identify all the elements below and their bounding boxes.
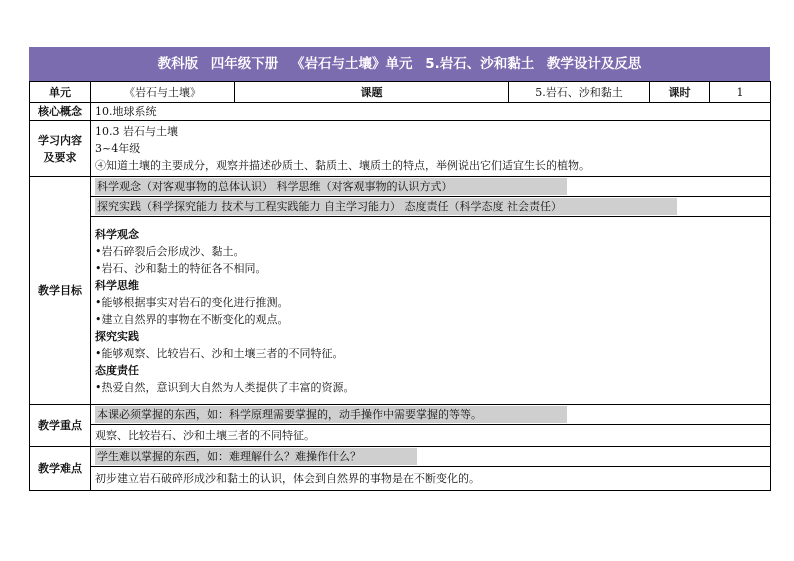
literacy-dimensions-2 <box>91 197 771 217</box>
grade-range-line: 3~4年级 <box>95 142 141 155</box>
unit-value: 《岩石与土壤》 <box>91 82 235 103</box>
difficulties-hint-cell <box>91 447 771 467</box>
goal-item: •岩石、沙和黏土的特征各不相同。 <box>95 261 267 275</box>
learning-content-label <box>30 121 91 177</box>
grade: 四年级下册 <box>210 56 279 72</box>
key-points-hint-row <box>30 405 771 425</box>
literacy-row-2 <box>30 197 771 217</box>
lesson-title: 5.岩石、沙和黏土 <box>425 56 535 72</box>
core-concept-value: 10.地球系统 <box>91 103 771 121</box>
goal-item: •能够观察、比较岩石、沙和土壤三者的不同特征。 <box>95 346 344 360</box>
difficulties-hint: 学生难以掌握的东西，如：难理解什么？难操作什么？ <box>95 448 417 465</box>
teaching-goals-label: 教学目标 <box>30 177 91 405</box>
learning-content-row <box>30 121 771 177</box>
goals-detail <box>91 217 771 405</box>
learning-content-label-line2: 及要求 <box>43 150 77 164</box>
key-points-hint: 本课必须掌握的东西，如：科学原理需要掌握的，动手操作中需要掌握的等等。 <box>95 406 567 423</box>
goal-item: •岩石碎裂后会形成沙、黏土。 <box>95 244 245 258</box>
goal-section-title: 探究实践 <box>95 329 139 343</box>
key-points-row <box>30 425 771 447</box>
learning-content-body <box>91 121 771 177</box>
requirement-line: ④知道土壤的主要成分，观察并描述砂质土、黏质土、壤质土的特点，举例说出它们适宜生长的植物。 <box>95 159 590 172</box>
key-points-label: 教学重点 <box>30 405 91 447</box>
goal-item: •建立自然界的事物在不断变化的观点。 <box>95 312 289 326</box>
key-points-content: 观察、比较岩石、沙和土壤三者的不同特征。 <box>91 425 771 447</box>
goal-section-title: 科学观念 <box>95 227 139 241</box>
goal-item: •热爱自然，意识到大自然为人类提供了丰富的资源。 <box>95 380 355 394</box>
publisher: 教科版 <box>157 56 199 72</box>
hours-label: 课时 <box>650 82 710 103</box>
title-banner <box>29 47 770 81</box>
topic-label: 课题 <box>235 82 509 103</box>
core-concept-row <box>30 103 771 121</box>
goal-item: •能够根据事实对岩石的变化进行推测。 <box>95 295 289 309</box>
unit-label: 单元 <box>30 82 91 103</box>
key-points-hint-cell <box>91 405 771 425</box>
learning-content-label-line1: 学习内容 <box>38 133 82 147</box>
goals-detail-row <box>30 217 771 405</box>
info-row <box>30 82 771 103</box>
lesson-plan-page <box>29 47 770 491</box>
literacy-dimensions-1 <box>91 177 771 197</box>
difficulties-label: 教学难点 <box>30 447 91 491</box>
lesson-plan-table <box>29 81 771 491</box>
topic-value: 5.岩石、沙和黏土 <box>509 82 650 103</box>
doc-type: 教学设计及反思 <box>546 56 642 72</box>
unit-title: 《岩石与土壤》单元 <box>290 56 413 72</box>
literacy-highlight-1: 科学观念（对客观事物的总体认识） 科学思维（对客观事物的认识方式） <box>95 178 567 195</box>
standard-line: 10.3 岩石与土壤 <box>95 125 178 138</box>
goal-section-title: 科学思维 <box>95 278 139 292</box>
goal-section-title: 态度责任 <box>95 363 139 377</box>
difficulties-hint-row <box>30 447 771 467</box>
literacy-highlight-2: 探究实践（科学探究能力 技术与工程实践能力 自主学习能力） 态度责任（科学态度 社会责任） <box>95 198 677 215</box>
core-concept-label: 核心概念 <box>30 103 91 121</box>
difficulties-content: 初步建立岩石破碎形成沙和黏土的认识，体会到自然界的事物是在不断变化的。 <box>91 467 771 491</box>
literacy-row-1 <box>30 177 771 197</box>
hours-value: 1 <box>710 82 771 103</box>
difficulties-row <box>30 467 771 491</box>
